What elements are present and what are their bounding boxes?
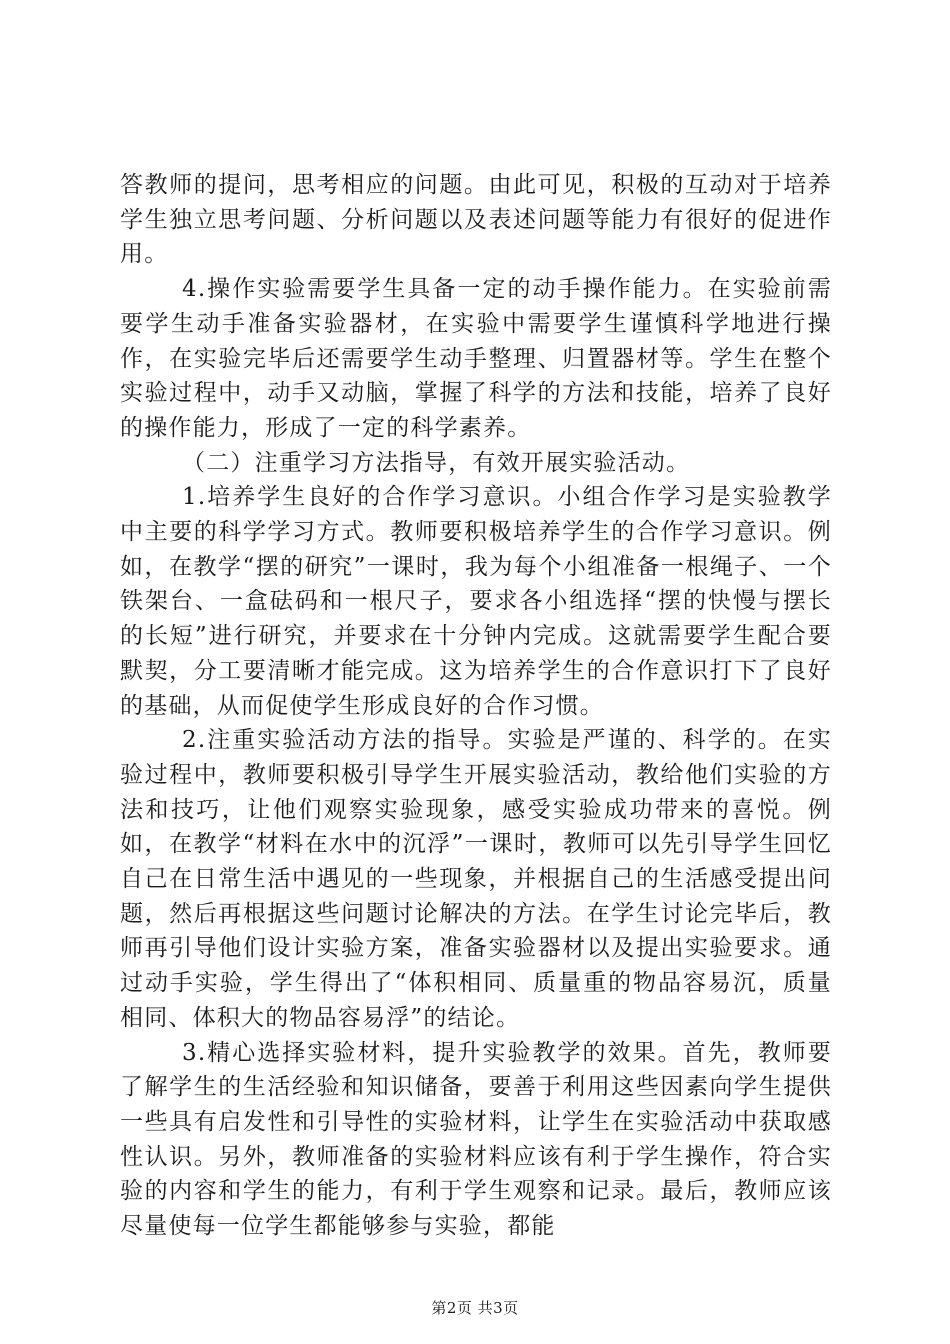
paragraph-item-2: 2.注重实验活动方法的指导。实验是严谨的、科学的。在实验过程中，教师要积极引导学生开展实验活动，教给他们实验的方法和技巧，让他们观察实验现象，感受实验成功带来的喜悦。例如，在教学“材料在水中的沉浮”一课时，教师可以先引导学生回忆自己在日常生活中遇见的一些现象，并根据自己的生活感受提出问题，然后再根据这些问题讨论解决的方法。在学生讨论完毕后，教师再引导他们设计实验方案，准备实验器材以及提出实验要求。通过动手实验，学生得出了“体积相同、质量重的物品容易沉，质量相同、体积大的物品容易浮”的结论。 <box>120 727 832 1031</box>
document-body <box>120 168 832 1244</box>
paragraph-item-4: 4.操作实验需要学生具备一定的动手操作能力。在实验前需要学生动手准备实验器材，在实验中需要学生谨慎科学地进行操作，在实验完毕后还需要学生动手整理、归置器材等。学生在整个实验过程中，动手又动脑，掌握了科学的方法和技能，培养了良好的操作能力，形成了一定的科学素养。 <box>120 276 832 441</box>
paragraph-continuation: 答教师的提问，思考相应的问题。由此可见，积极的互动对于培养学生独立思考问题、分析问题以及表述问题等能力有很好的促进作用。 <box>120 172 832 268</box>
section-heading-2: （二）注重学习方法指导，有效开展实验活动。 <box>182 449 691 476</box>
paragraph-item-3: 3.精心选择实验材料，提升实验教学的效果。首先，教师要了解学生的生活经验和知识储备，要善于利用这些因素向学生提供一些具有启发性和引导性的实验材料，让学生在实验活动中获取感性认识。另外，教师准备的实验材料应该有利于学生操作，符合实验的内容和学生的能力，有利于学生观察和记录。最后，教师应该尽量使每一位学生都能够参与实验，都能 <box>120 1039 832 1240</box>
page-footer: 第2页 共3页 <box>431 1299 519 1317</box>
paragraph-item-1: 1.培养学生良好的合作学习意识。小组合作学习是实验教学中主要的科学学习方式。教师要积极培养学生的合作学习意识。例如，在教学“摆的研究”一课时，我为每个小组准备一根绳子、一个铁架台、一盒砝码和一根尺子，要求各小组选择“摆的快慢与摆长的长短”进行研究，并要求在十分钟内完成。这就需要学生配合要默契，分工要清晰才能完成。这为培养学生的合作意识打下了良好的基础，从而促使学生形成良好的合作习惯。 <box>120 484 832 719</box>
